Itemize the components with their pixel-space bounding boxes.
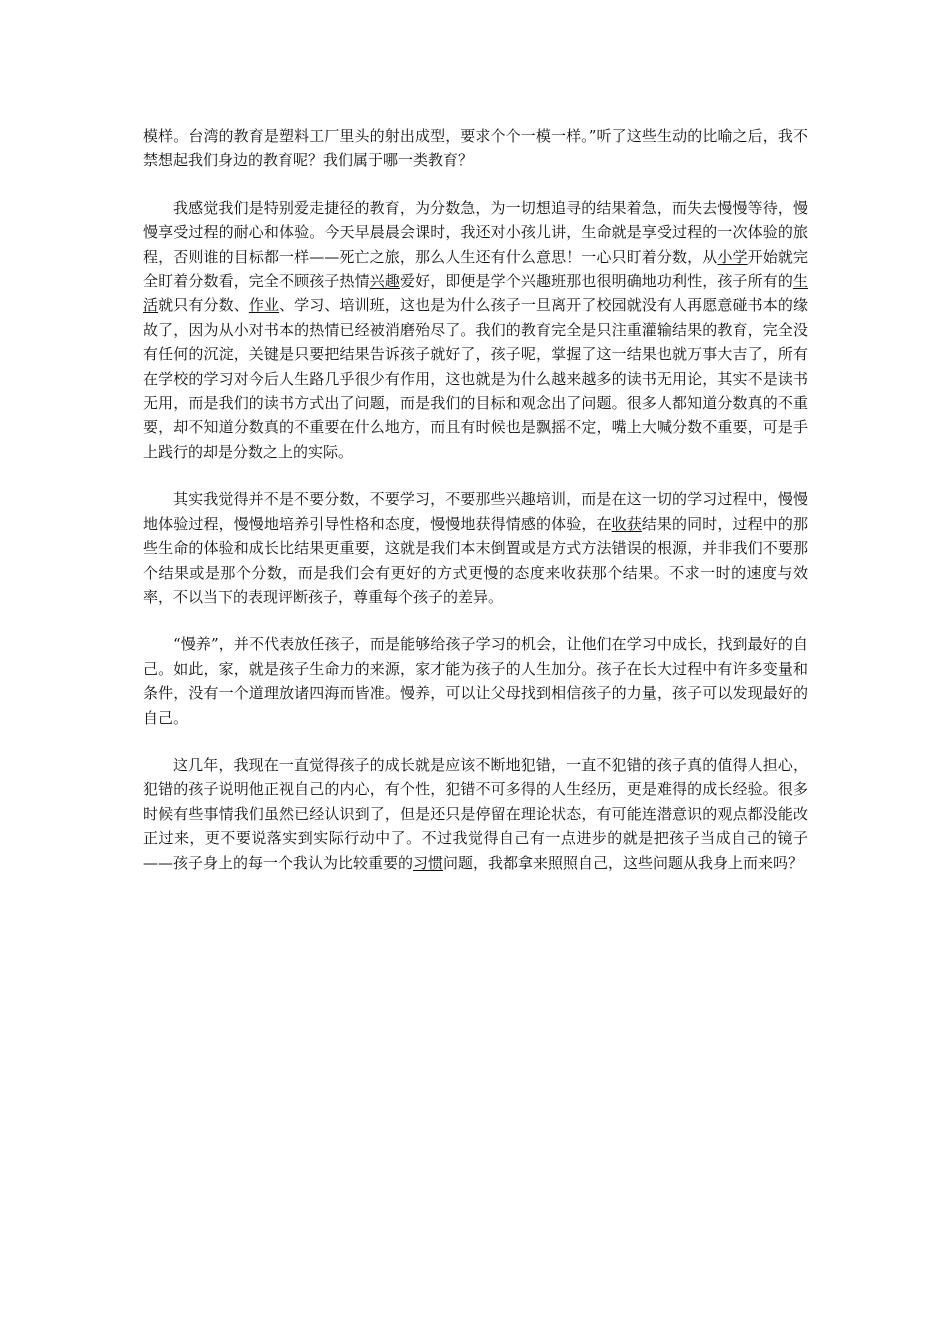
paragraph-text: 我感觉我们是特别爱走捷径的教育，为分数急，为一切想追寻的结果着急，而失去慢慢等待，慢慢享受过程的耐心和体验。今天早晨晨会课时，我还对小孩儿讲，生命就是享受过程的一次体验的旅程，否则谁的目标都一样——死亡之旅，那么人生还有什么意思！一心只盯着分数，从 bbox=[143, 198, 808, 266]
link-xiaoxue[interactable]: 小学 bbox=[717, 247, 748, 266]
paragraph-text: 结果的同时，过程中的那些生命的体验和成长比结果更重要，这就是我们本末倒置或是方式方法错误的根源，并非我们不要那个结果或是那个分数，而是我们会有更好的方式更慢的态度来收获那个结果。不求一时的速度与效率，不以当下的表现评断孩子，尊重每个孩子的差异。 bbox=[143, 514, 808, 606]
paragraph-4 bbox=[143, 632, 808, 730]
link-zuoye[interactable]: 作业 bbox=[248, 296, 280, 315]
paragraph-5 bbox=[143, 753, 808, 875]
paragraph-text: 问题，我都拿来照照自己，这些问题从我身上而来吗？ bbox=[443, 853, 804, 872]
document-body bbox=[143, 124, 808, 898]
paragraph-3 bbox=[143, 487, 808, 609]
link-shouhuo[interactable]: 收获 bbox=[611, 514, 642, 533]
paragraph-text: 爱好，即便是学个兴趣班那也很明确地功利性，孩子所有的 bbox=[399, 272, 793, 291]
paragraph-2 bbox=[143, 196, 808, 464]
paragraph-text: 其实我觉得并不是不要分数，不要学习，不要那些兴趣培训，而是在这一切的学习过程中，慢慢地体验过程，慢慢地培养引导性格和态度，慢慢地获得情感的体验，在 bbox=[143, 490, 808, 533]
paragraph-1 bbox=[143, 124, 808, 173]
paragraph-text: 开始就完全盯着分数看，完全不顾孩子热情 bbox=[143, 247, 808, 291]
paragraph-text: 、学习、培训班，这也是为什么孩子一旦离开了校园就没有人再愿意碰书本的缘故了，因为从小对书本的热情已经被消磨殆尽了。我们的教育完全是只注重灌输结果的教育，完全没有任何的沉淀，关键是只要把结果告诉孩子就好了，孩子呢，掌握了这一结果也就万事大吉了，所有在学校的学习对今后人生路几乎很少有作用，这也就是为什么越来越多的读书无用论，其实不是读书无用，而是我们的读书方式出了问题，而是我们的目标和观念出了问题。很多人都知道分数真的不重要，却不知道分数真的不重要在什么地方，而且有时候也是飘摇不定，嘴上大喊分数不重要，可是手上践行的却是分数之上的实际。 bbox=[143, 296, 808, 461]
paragraph-text: “慢养”，并不代表放任孩子，而是能够给孩子学习的机会，让他们在学习中成长，找到最好的自己。如此，家，就是孩子生命力的来源，家才能为孩子的人生加分。孩子在长大过程中有许多变量和条件，没有一个道理放诸四海而皆准。慢养，可以让父母找到相信孩子的力量，孩子可以发现最好的自己。 bbox=[143, 635, 808, 727]
link-xiguan[interactable]: 习惯 bbox=[413, 853, 444, 872]
paragraph-text: 就只有分数、 bbox=[158, 296, 249, 315]
paragraph-text: 这几年，我现在一直觉得孩子的成长就是应该不断地犯错，一直不犯错的孩子真的值得人担心，犯错的孩子说明他正视自己的内心，有个性，犯错不可多得的人生经历，更是难得的成长经验。很多时候有些事情我们虽然已经认识到了，但是还只是停留在理论状态，有可能连潜意识的观点都没能改正过来，更不要说落实到实际行动中了。不过我觉得自己有一点进步的就是把孩子当成自己的镜子——孩子身上的每一个我认为比较重要的 bbox=[143, 755, 808, 872]
link-shenghuo[interactable]: 生活 bbox=[143, 272, 808, 315]
paragraph-text: 模样。台湾的教育是塑料工厂里头的射出成型，要求个个一模一样。”听了这些生动的比喻之后，我不禁想起我们身边的教育呢？我们属于哪一类教育？ bbox=[143, 127, 808, 170]
link-xingqu[interactable]: 兴趣 bbox=[369, 272, 400, 291]
